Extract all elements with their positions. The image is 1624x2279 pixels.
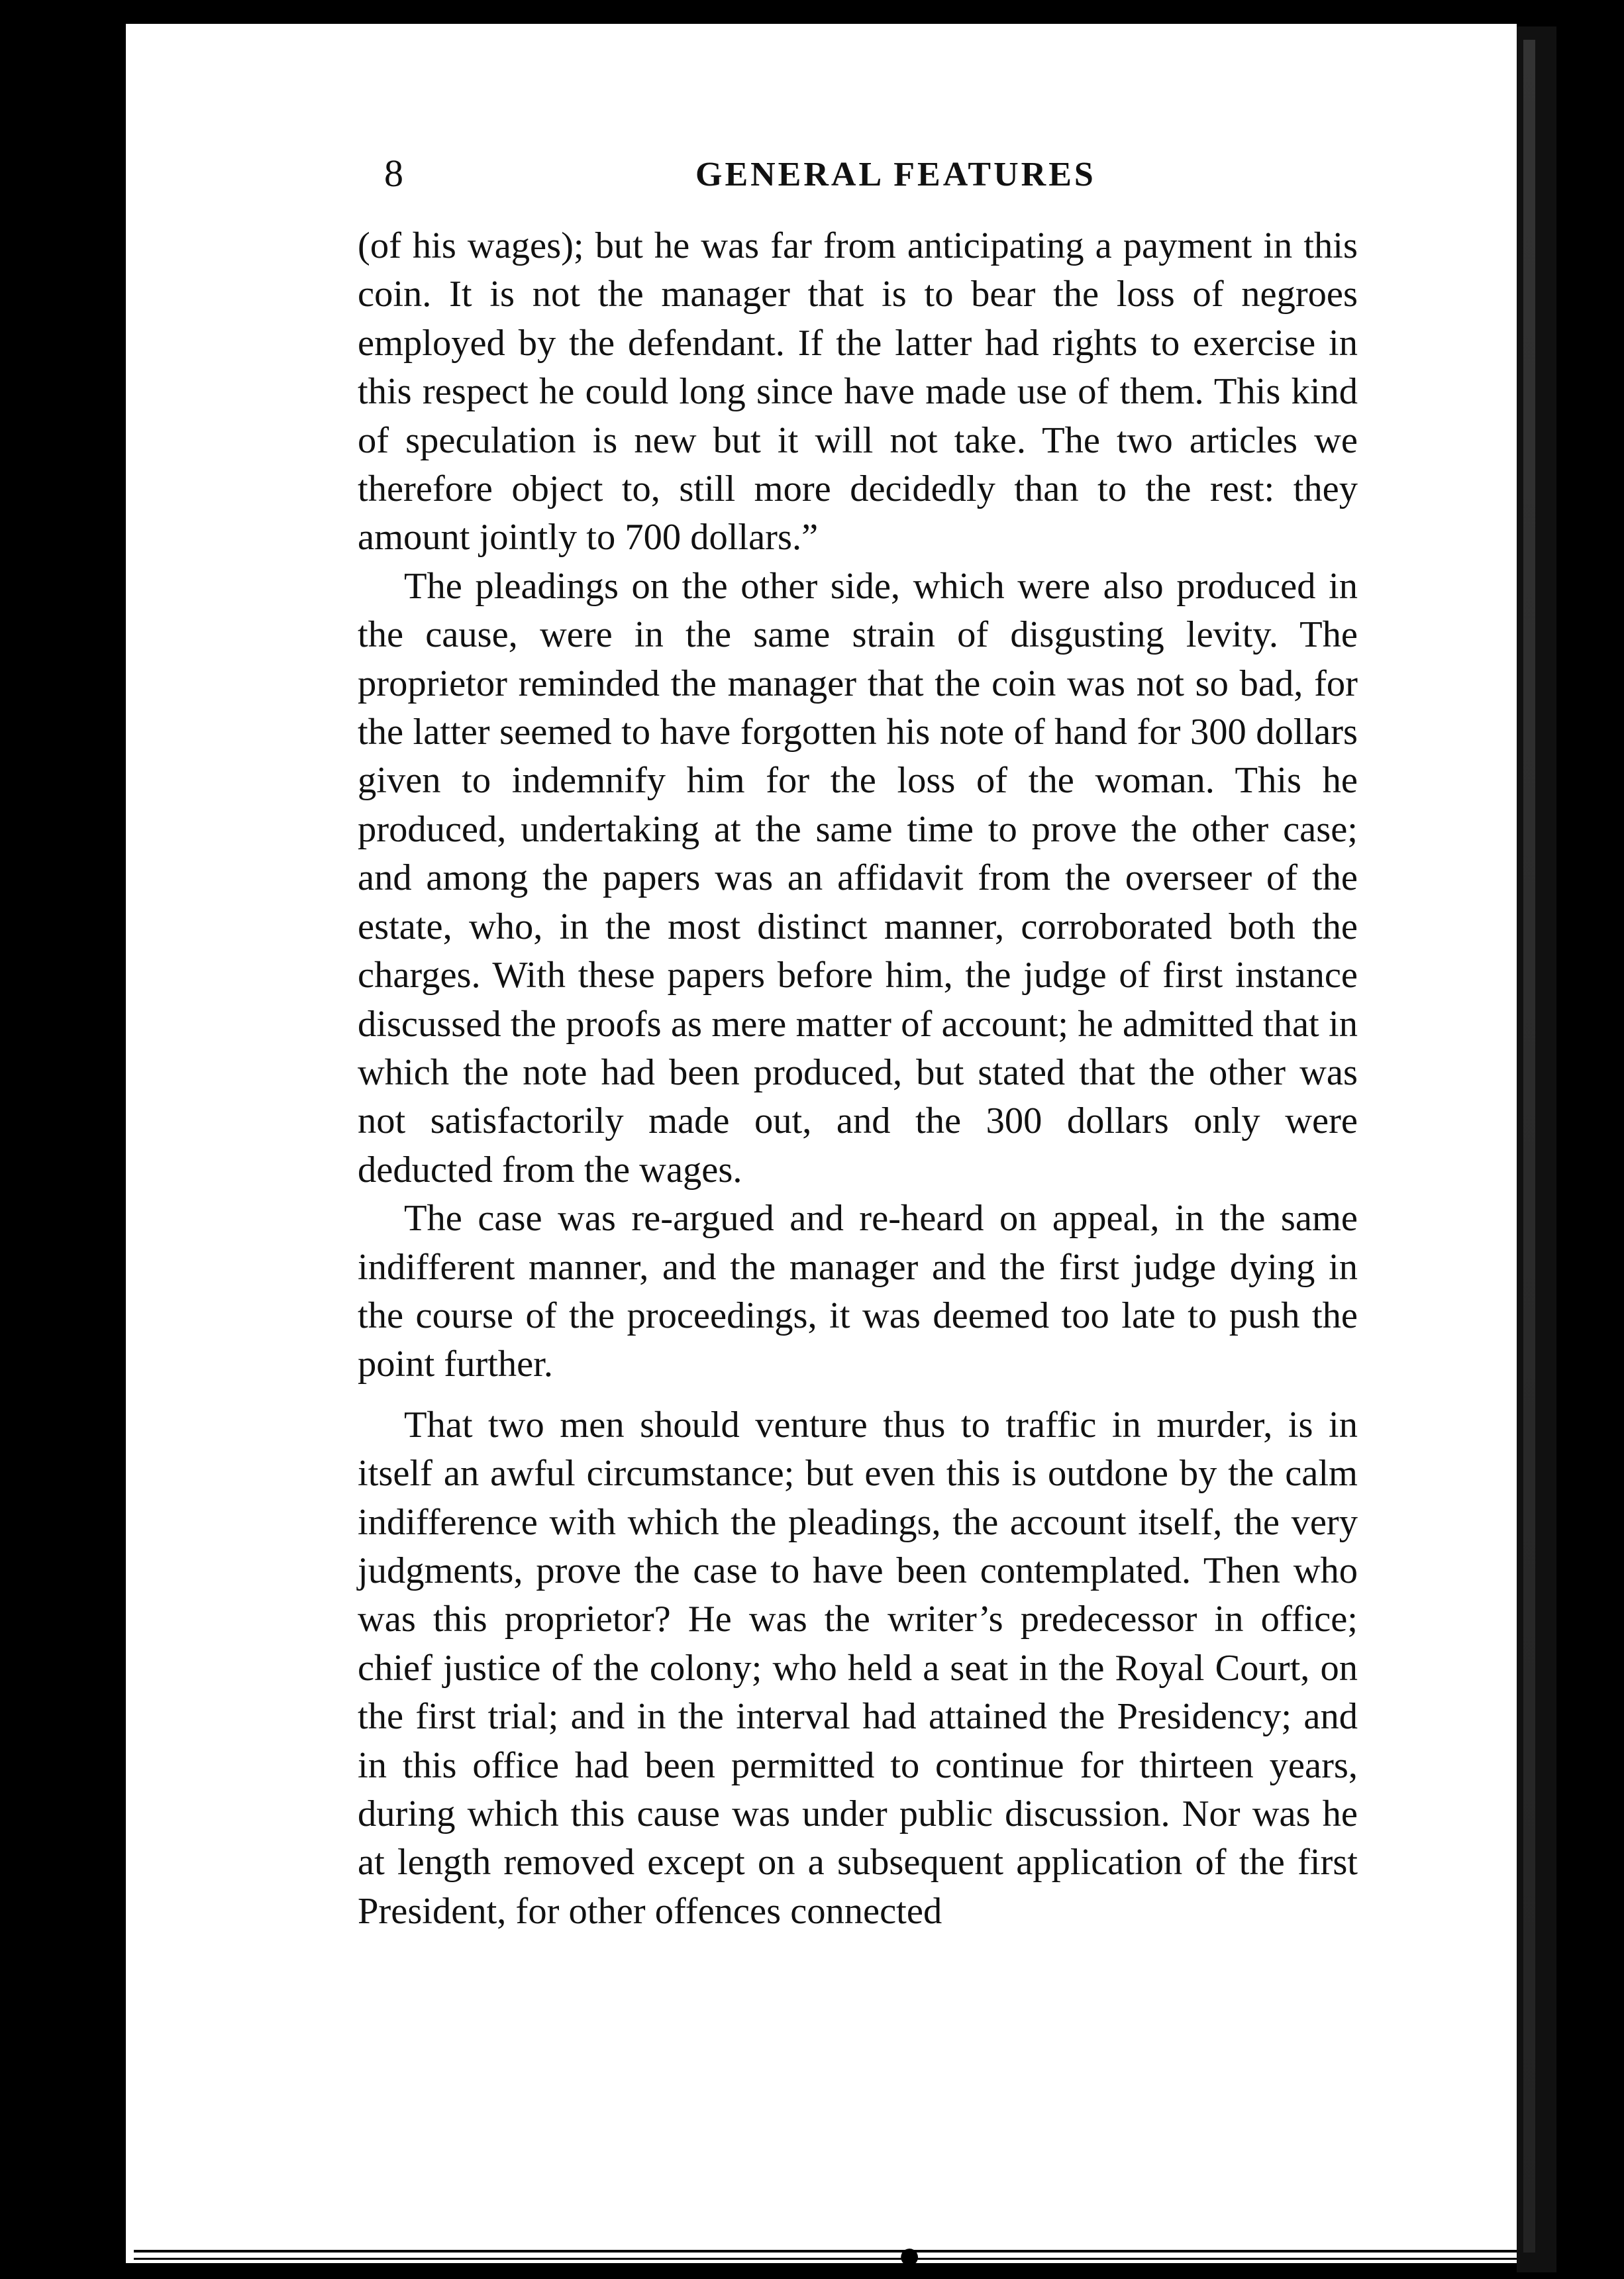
page-bottom-line	[134, 2250, 1518, 2252]
paragraph-3: The case was re-argued and re-heard on appeal, in the same indifferent manner, and the manager and the first judge dying in the course of the proceedings, it was deemed too late to push the point further.	[358, 1198, 1358, 1385]
page-bottom-line	[134, 2258, 1518, 2260]
paragraph-4: That two men should venture thus to traffic in murder, is in itself an awful circumstance; but even this is outdone by the calm indifference with which the pleadings, the account itself, the very judgments, prove the case to have been contemplated. Then who was this proprietor? He was the writer’s predecessor in office; chief justice of the colony; who held a seat in the Royal Court, on the first trial; and in the interval had attained the Presidency; and in this office had been permitted to continue for thirteen years, during which this cause was under public discussion. Nor was he at length removed except on a subsequent application of the first President, for other offences connected	[358, 1404, 1358, 1932]
page-binding-shadow	[1523, 40, 1535, 2252]
page-number: 8	[384, 152, 403, 195]
paragraph-2: The pleadings on the other side, which were also produced in the cause, were in the same strain of disgusting levity. The proprietor reminded the manager that the coin was not so bad, for the latter seemed to have forgotten his note of hand for 300 dollars given to indemnify him for the loss of the woman. This he produced, undertaking at the same time to prove the other case; and among the papers was an affidavit from the overseer of the estate, who, in the most distinct manner, corroborated both the charges. With these papers before him, the judge of first instance discussed the proofs as mere matter of account; he admitted that in which the note had been produced, but stated that the other was not satisfactorily made out, and the 300 dollars only were deducted from the wages.	[358, 565, 1358, 1191]
running-head: GENERAL FEATURES	[695, 156, 1096, 193]
page-header	[384, 151, 1338, 204]
margin-speck: ➹	[37, 1694, 64, 1729]
page-right-edge	[1517, 26, 1556, 2272]
margin-speck: ➹	[42, 1038, 70, 1073]
paragraph-1: (of his wages); but he was far from anticipating a payment in this coin. It is not the manager that is to bear the loss of negroes employed by the defendant. If the latter had rights to exercise in this respect he could long since have made use of them. This kind of speculation is new but it will not take. The two articles we therefore object to, still more decidedly than to the rest: they amount jointly to 700 dollars.”	[358, 225, 1358, 558]
body-text	[358, 222, 1358, 1936]
page-bottom-speck: ●	[897, 2233, 922, 2277]
